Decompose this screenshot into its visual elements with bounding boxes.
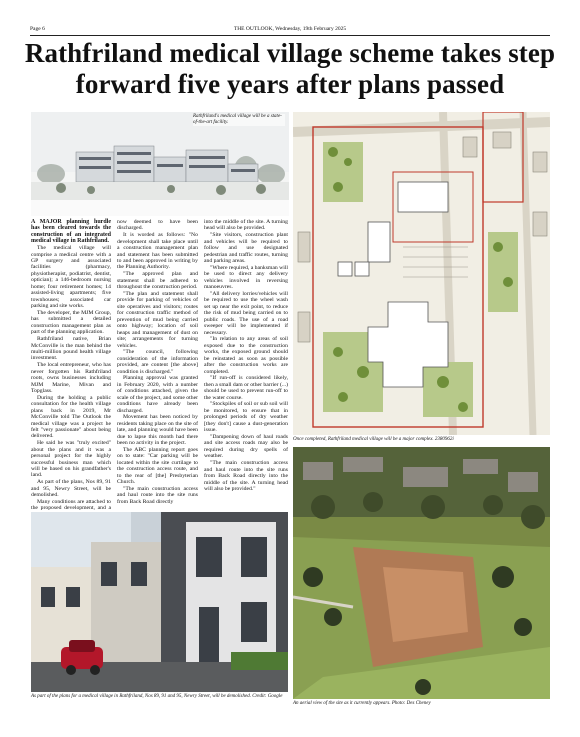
headline: Rathfriland medical village scheme takes step forward five years after plans passed xyxy=(24,38,556,99)
article-paragraph: "The main construction access and haul route into the site runs from Back Road directly xyxy=(117,485,198,505)
article-paragraph: "Stockpiles of soil or sub soil will be monitored, to ensure that in prolonged periods of dry weather [they don't] cause a dust-generation issue. xyxy=(204,401,288,434)
street-caption: As part of the plans for a medical village in Rathfriland, Nos 89, 91 and 95, Newry Street, will be demolished. Credit: Google xyxy=(31,694,283,699)
article-paragraph: It is worded as follows: "No development shall take place until a construction management plan and statement has been submitted to and been approved in writing by the Planning Authority. xyxy=(117,232,198,271)
article-paragraph: Many conditions are attached to the proposed development, and a xyxy=(31,498,111,512)
masthead: THE OUTLOOK, Wednesday, 19th February 2025 xyxy=(233,26,347,32)
article-paragraph: The ABC planning report goes on to state: "Car parking will be located within the site curtilage to the construction access route, and to the rear of [the] Presbyterian Church. xyxy=(117,446,198,486)
render-caption: Rathfriland's medical village will be a state-of-the-art facility. xyxy=(193,114,285,126)
article-column-1 xyxy=(31,219,111,519)
site-plan-image xyxy=(293,112,550,435)
article-paragraph: Rathfriland native, Brian McConville is the man behind the multi-million pound health village investment. xyxy=(31,336,111,362)
article-paragraph: into the middle of the site. A turning head will also be provided. xyxy=(204,219,288,232)
article-paragraph: During the holding a public consultation for the health village plans back in 2019, Mr McConville told The Outlook the medical village was a project he felt "very passionate" about being delivered. xyxy=(31,394,111,440)
article-paragraph: "The council, following consideration of the information provided, are content [the above] condition is discharged." xyxy=(117,349,198,375)
article-column-3 xyxy=(204,219,288,493)
article-paragraph: The local entrepreneur, who has never forgotten his Rathfriland roots, owns businesses including MJM Marine, Mivan and Topglass. xyxy=(31,362,111,394)
article-paragraph: Planning approval was granted in February 2020, with a number of conditions attached, given the scale of the project, and some other conditions have already been discharged. xyxy=(117,375,198,414)
article-paragraph: Movement has been noticed by residents taking place on the site of late, and planning would have been due to lapse this month had there been no activity in the project. xyxy=(117,414,198,447)
article-paragraph: "Site visitors, construction plant and vehicles will be required to follow and use designated pedestrian and traffic routes, turning and parking areas. xyxy=(204,232,288,265)
article-paragraph: As part of the plans, Nos 89, 91 and 95, Newry Street, will be demolished. xyxy=(31,479,111,499)
article-paragraph: now deemed to have been discharged. xyxy=(117,219,198,232)
street-photo xyxy=(31,512,288,692)
article-paragraph: The developer, the MJM Group, has submitted a detailed construction management plan as part of the planning application. xyxy=(31,309,111,336)
article-paragraph: "In relation to any areas of soil exposed due to the construction works, the exposed ground should be reinstated as soon as possible after the construction works are completed. xyxy=(204,336,288,375)
page-header xyxy=(30,26,550,35)
article-paragraph: "The approved plan and statement shall be adhered to throughout the construction period. xyxy=(117,271,198,291)
aerial-photo xyxy=(293,447,550,699)
header-rule xyxy=(30,35,550,36)
article-column-2 xyxy=(117,219,198,506)
plan-caption: Once completed, Rathfriland medical village will be a major complex. 2380962i xyxy=(293,437,454,442)
article-paragraph: He said he was "truly excited" about the plans and it was a personal project for the highly successful business man which will be based on his grandfather's land. xyxy=(31,440,111,479)
article-paragraph: "Dampening down of haul roads and site access roads may also be required during dry spells of weather. xyxy=(204,434,288,460)
aerial-caption: An aerial view of the site as it currently appears. Photo: Des Cheney xyxy=(293,701,431,706)
page-number: Page 6 xyxy=(30,26,45,32)
article-paragraph: "Where required, a banksman will be used to direct any delivery vehicles involved in reversing manoeuvres. xyxy=(204,264,288,291)
article-paragraph: A MAJOR planning hurdle has been cleared towards the construction of an integrated medical village in Rathfriland. xyxy=(31,219,111,245)
article-paragraph: "If run-off is considered likely, then a small dam or other barrier (...) should be used to prevent run-off to the water course. xyxy=(204,375,289,401)
article-paragraph: "The plan and statement shall provide for parking of vehicles of site operatives and visitors; routes for construction traffic method of prevention of mud being carried onto highway; location of soil heaps and management of dust on site; arrangements for turning vehicles. xyxy=(117,290,198,349)
render-image xyxy=(31,112,289,216)
article-paragraph: "All delivery lorries/vehicles will be required to use the wheel wash set up near the exit point, to reduce the risk of mud being carried on to public roads. The use of a road sweeper will be implemented if necessary. xyxy=(204,290,288,336)
article-paragraph: The medical village will comprise a medical centre with a GP surgery and associated facilities (pharmacy, physiotherapist, podiatrist, dentist, optician); a 146-bedroom nursing home; four retirement homes; 14 assisted-living apartments; five townhouses; associated car parking and site works. xyxy=(31,245,111,310)
article-paragraph: "The main construction access and haul route into the site runs from Back Road directly into the middle of the site. A turning head will also be provided." xyxy=(204,460,288,492)
